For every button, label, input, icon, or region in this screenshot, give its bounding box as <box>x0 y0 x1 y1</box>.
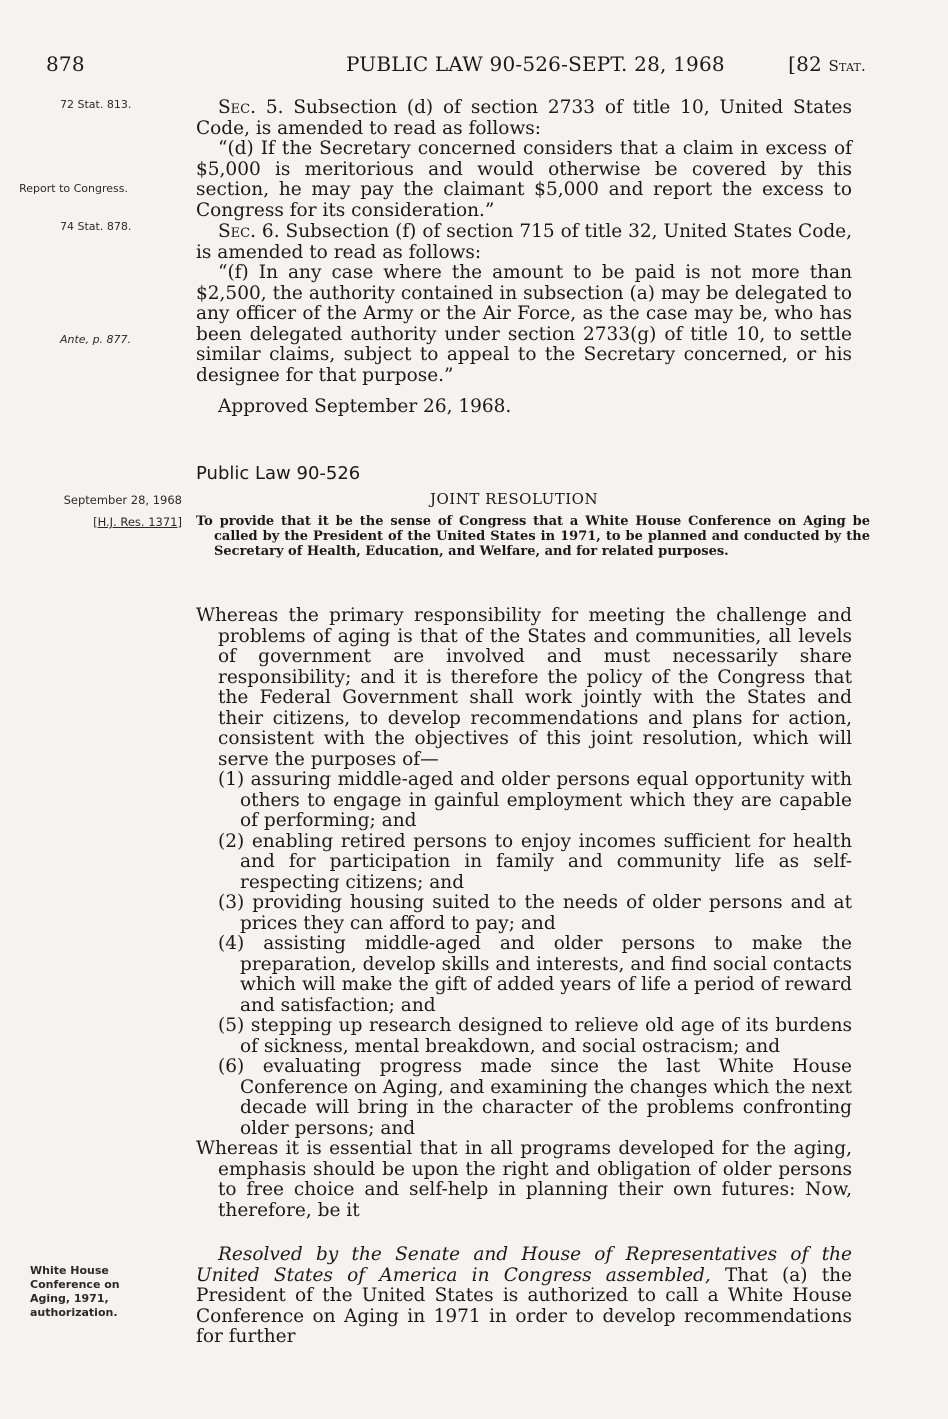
header-title: PUBLIC LAW 90-526-SEPT. 28, 1968 <box>346 52 725 76</box>
list-item: (1) assuring middle-aged and older persons equal opportunity with others to engage in gainful employment which they are capable of performing; and <box>218 769 852 831</box>
joint-resolution-heading: JOINT RESOLUTION <box>430 490 599 508</box>
sec5-intro: Sec. 5. Subsection (d) of section 2733 of title 10, United States Code, is amended to read as follows: <box>196 97 852 139</box>
page-number: 878 <box>46 52 85 76</box>
approval-line: Approved September 26, 1968. <box>218 396 512 417</box>
margin-note-74-stat: 74 Stat. 878. <box>60 220 132 233</box>
sec5-quote: “(d) If the Secretary concerned considers that a claim in excess of $5,000 is meritorious and would otherwise be covered by this section, he may pay the claimant $5,000 and report the excess to Congress for its consideration.” <box>196 138 852 221</box>
whereas-1: Whereas the primary responsibility for meeting the challenge and problems of aging is that of the States and communities, all levels of government are involved and must necessarily share responsibility; and it is therefore the policy of the Congress that the Federal Government shall work jointly with the States and their citizens, to develop recommendations and plans for action, consistent with the objectives of this joint resolution, which will serve the purposes of— <box>196 605 852 770</box>
whereas-clauses <box>196 606 852 1221</box>
public-law-title: Public Law 90-526 <box>196 463 361 484</box>
list-item: (4) assisting middle-aged and older persons to make the preparation, develop skills and interests, and find social contacts which will make the gift of added years of life a period of reward and satisfaction; and <box>218 933 852 1016</box>
margin-note-date: September 28, 1968 <box>63 493 182 507</box>
margin-note-72-stat: 72 Stat. 813. <box>60 98 132 111</box>
list-item: (6) evaluating progress made since the last White House Conference on Aging, and examining the changes which the next decade will bring in the character of the problems confronting older persons; and <box>218 1056 852 1139</box>
resolving-clause: Resolved by the Senate and House of Representatives of the United States of America in Congress assembled, <box>196 1244 852 1286</box>
section-5 <box>196 98 852 221</box>
list-item: (3) providing housing suited to the needs of older persons and at prices they can afford to pay; and <box>218 892 852 934</box>
running-header <box>46 52 864 82</box>
margin-note-whc: White House Conference on Aging, 1971, authorization. <box>30 1264 120 1319</box>
margin-note-report: Report to Congress. <box>19 182 128 195</box>
section-6 <box>196 222 852 386</box>
sec6-quote: “(f) In any case where the amount to be paid is not more than $2,500, the authority contained in subsection (a) may be delegated to any officer of the Army or the Air Force, as the case may be, who has been delegated authority under section 2733(g) of title 10, to settle similar claims, subject to appeal to the Secretary concerned, or his designee for that purpose.” <box>196 262 852 386</box>
volume-reference: [82 Stat. <box>788 52 866 76</box>
margin-note-hjres: [H.J. Res. 1371] <box>93 515 182 529</box>
list-item: (2) enabling retired persons to enjoy incomes sufficient for health and for participation in family and community life as self-respecting citizens; and <box>218 830 852 893</box>
resolved-clause: Resolved by the Senate and House of Representatives of the United States of America in Congress assembled, That (a) the President of the United States is authorized to call a White House Conference on Aging in 1971 in order to develop recommendations for further <box>196 1244 852 1347</box>
list-item: (5) stepping up research designed to relieve old age of its burdens of sickness, mental breakdown, and social ostracism; and <box>218 1015 852 1057</box>
sec6-intro: Sec. 6. Subsection (f) of section 715 of title 32, United States Code, is amended to read as follows: <box>196 221 853 263</box>
purpose-clause: To provide that it be the sense of Congress that a White House Conference on Aging be called by the President of the United States in 1971, to be planned and conducted by the Secretary of Health, Education, and Welfare, and for related purposes. <box>196 514 870 559</box>
margin-note-ante: Ante, p. 877. <box>60 333 132 346</box>
whereas-2: Whereas it is essential that in all programs developed for the aging, emphasis should be upon the right and obligation of older persons to free choice and self-help in planning their own futures: Now, therefore, be it <box>196 1138 852 1221</box>
